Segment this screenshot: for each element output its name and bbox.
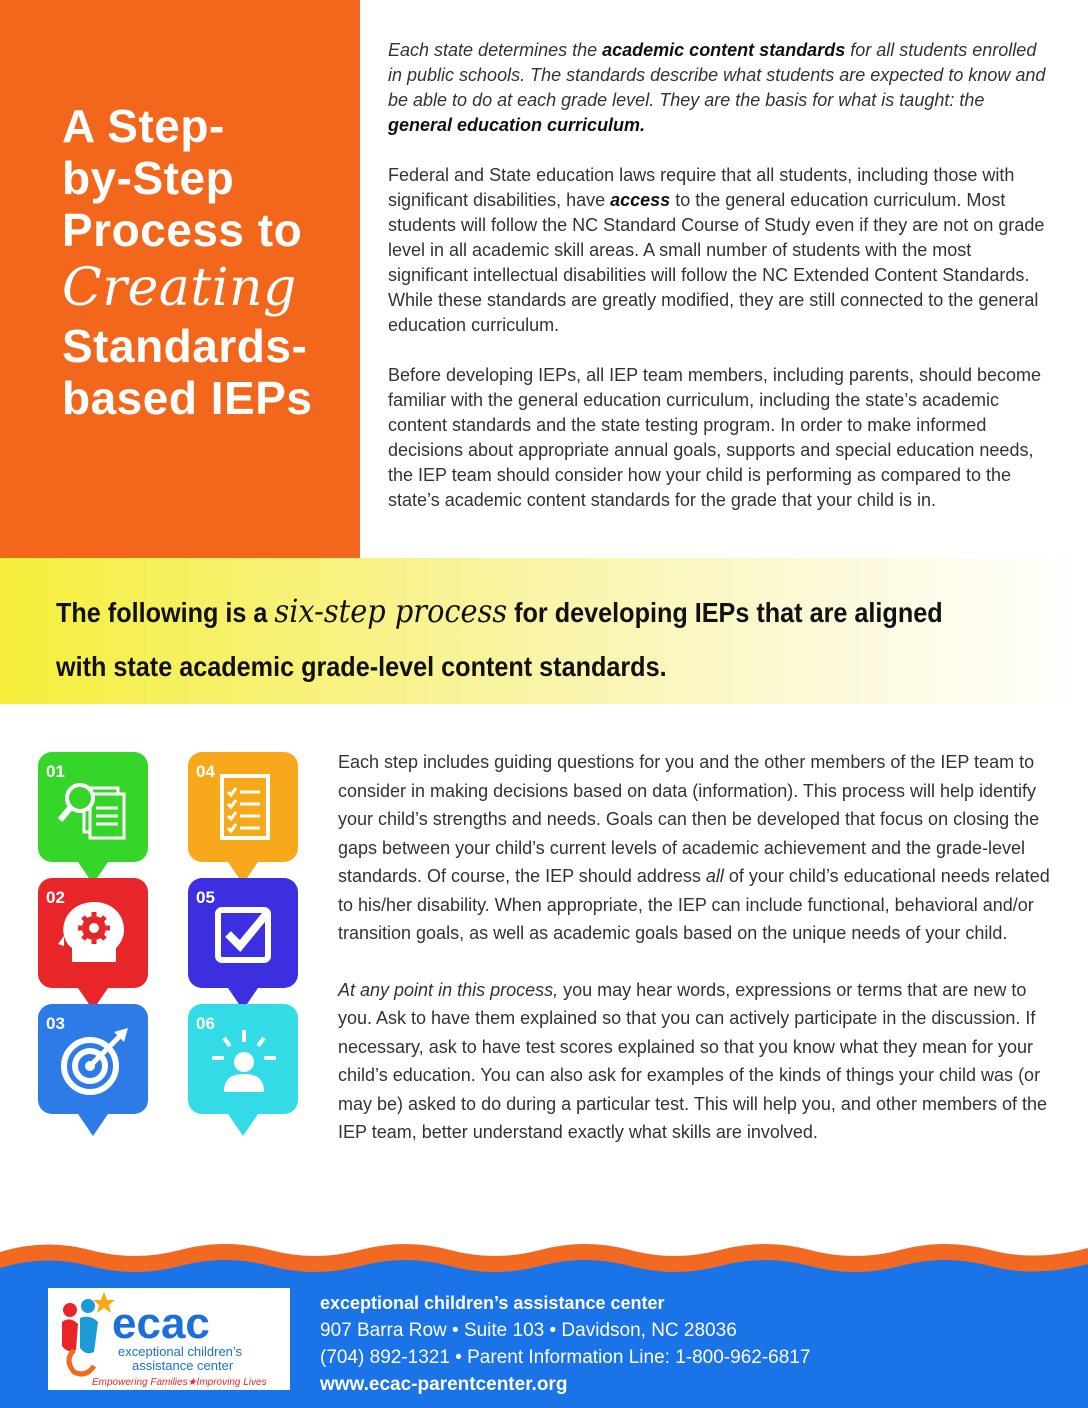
footer-phone: (704) 892-1321 • Parent Information Line: 1-800-962-6817 — [320, 1347, 811, 1368]
step-03-tile — [38, 1004, 148, 1114]
step-04-tile — [188, 752, 298, 862]
logo-tagline: Empowering Families★Improving Lives — [92, 1377, 267, 1388]
footer-contact — [320, 1290, 810, 1398]
ecac-logo — [48, 1288, 290, 1390]
footer-address: 907 Barra Row • Suite 103 • Davidson, NC 28036 — [320, 1320, 737, 1341]
footer-org-name: exceptional children’s assistance center — [320, 1293, 665, 1313]
logo-subtitle: exceptional children’s — [118, 1344, 243, 1359]
title-script-word: Creating — [62, 258, 297, 318]
step-05-tile — [188, 878, 298, 988]
page-title — [62, 100, 312, 424]
step-01-tile — [38, 752, 148, 862]
body-paragraph-1: Each step includes guiding questions for you and the other members of the IEP team to consider in making decisions based on data (information). This process will help identify your child’s strengths and needs. Goals can then be developed that focus on closing the gaps between your child’s current levels of academic achievement and the grade-level standards. Of course, the IEP should address all of your child’s educational needs related to his/her disability. When appropriate, the IEP can include functional, behavioral and/or transition goals, as well as academic goals based on the unique needs of your child. — [338, 752, 1050, 943]
step-06-tile — [188, 1004, 298, 1114]
checkbox-icon — [208, 896, 280, 972]
step-number: 01 — [46, 762, 65, 781]
step-number: 03 — [46, 1014, 65, 1033]
six-step-banner: The following is a six-step process for developing IEPs that are aligned with state academic grade-level content standards. — [56, 592, 943, 682]
title-line: Standards- — [62, 320, 308, 372]
logo-wordmark: ecac — [112, 1299, 210, 1348]
head-gear-icon — [58, 896, 130, 972]
body-text — [338, 748, 1050, 1175]
footer-website-link[interactable]: www.ecac-parentcenter.org — [320, 1374, 568, 1395]
title-line: A Step- — [62, 100, 225, 152]
title-line: based IEPs — [62, 372, 313, 424]
target-icon — [58, 1022, 130, 1098]
idea-person-icon — [208, 1022, 280, 1098]
intro-text — [388, 38, 1048, 538]
checklist-icon — [208, 770, 280, 846]
title-line: Process to — [62, 204, 303, 256]
title-line: by-Step — [62, 152, 235, 204]
body-paragraph-2: At any point in this process, you may hear words, expressions or terms that are new to you. Ask to have them explained so that you can actively participate in the discussion. If necessary, ask to have test scores explained so that you know what they mean for your child’s education. You can also ask for examples of the kinds of things your child was (or may be) asked to do during a particular test. This will help you, and other members of the IEP team, better understand exactly what skills are involved. — [338, 979, 1048, 1142]
logo-subtitle: assistance center — [132, 1358, 234, 1373]
step-number: 06 — [196, 1014, 215, 1033]
ecac-logo-graphic — [48, 1288, 290, 1390]
document-search-icon — [58, 770, 130, 846]
intro-paragraph-2: Federal and State education laws require that all students, including those with significant disabilities, have access to the general education curriculum. Most students will follow the NC Standard Course of Study even if they are not on grade level in all academic skill areas. A small number of students with the most significant intellectual disabilities will follow the NC Extended Content Standards. While these standards are greatly modified, they are still connected to the general education curriculum. — [388, 165, 1045, 335]
intro-paragraph-1: Each state determines the academic content standards for all students enrolled in public schools. The standards describe what students are expected to know and be able to do at each grade level. They are the basis for what is taught: the general education curriculum. — [388, 40, 1046, 135]
step-number: 02 — [46, 888, 65, 907]
step-number: 04 — [196, 762, 215, 781]
intro-paragraph-3: Before developing IEPs, all IEP team members, including parents, should become familiar with the general education curriculum, including the state’s academic content standards and the state testing program. In order to make informed decisions about appropriate annual goals, supports and special education needs, the IEP team should consider how your child is performing as compared to the state’s academic content standards for the grade that your child is in. — [388, 365, 1042, 510]
step-number: 05 — [196, 888, 215, 907]
step-02-tile — [38, 878, 148, 988]
